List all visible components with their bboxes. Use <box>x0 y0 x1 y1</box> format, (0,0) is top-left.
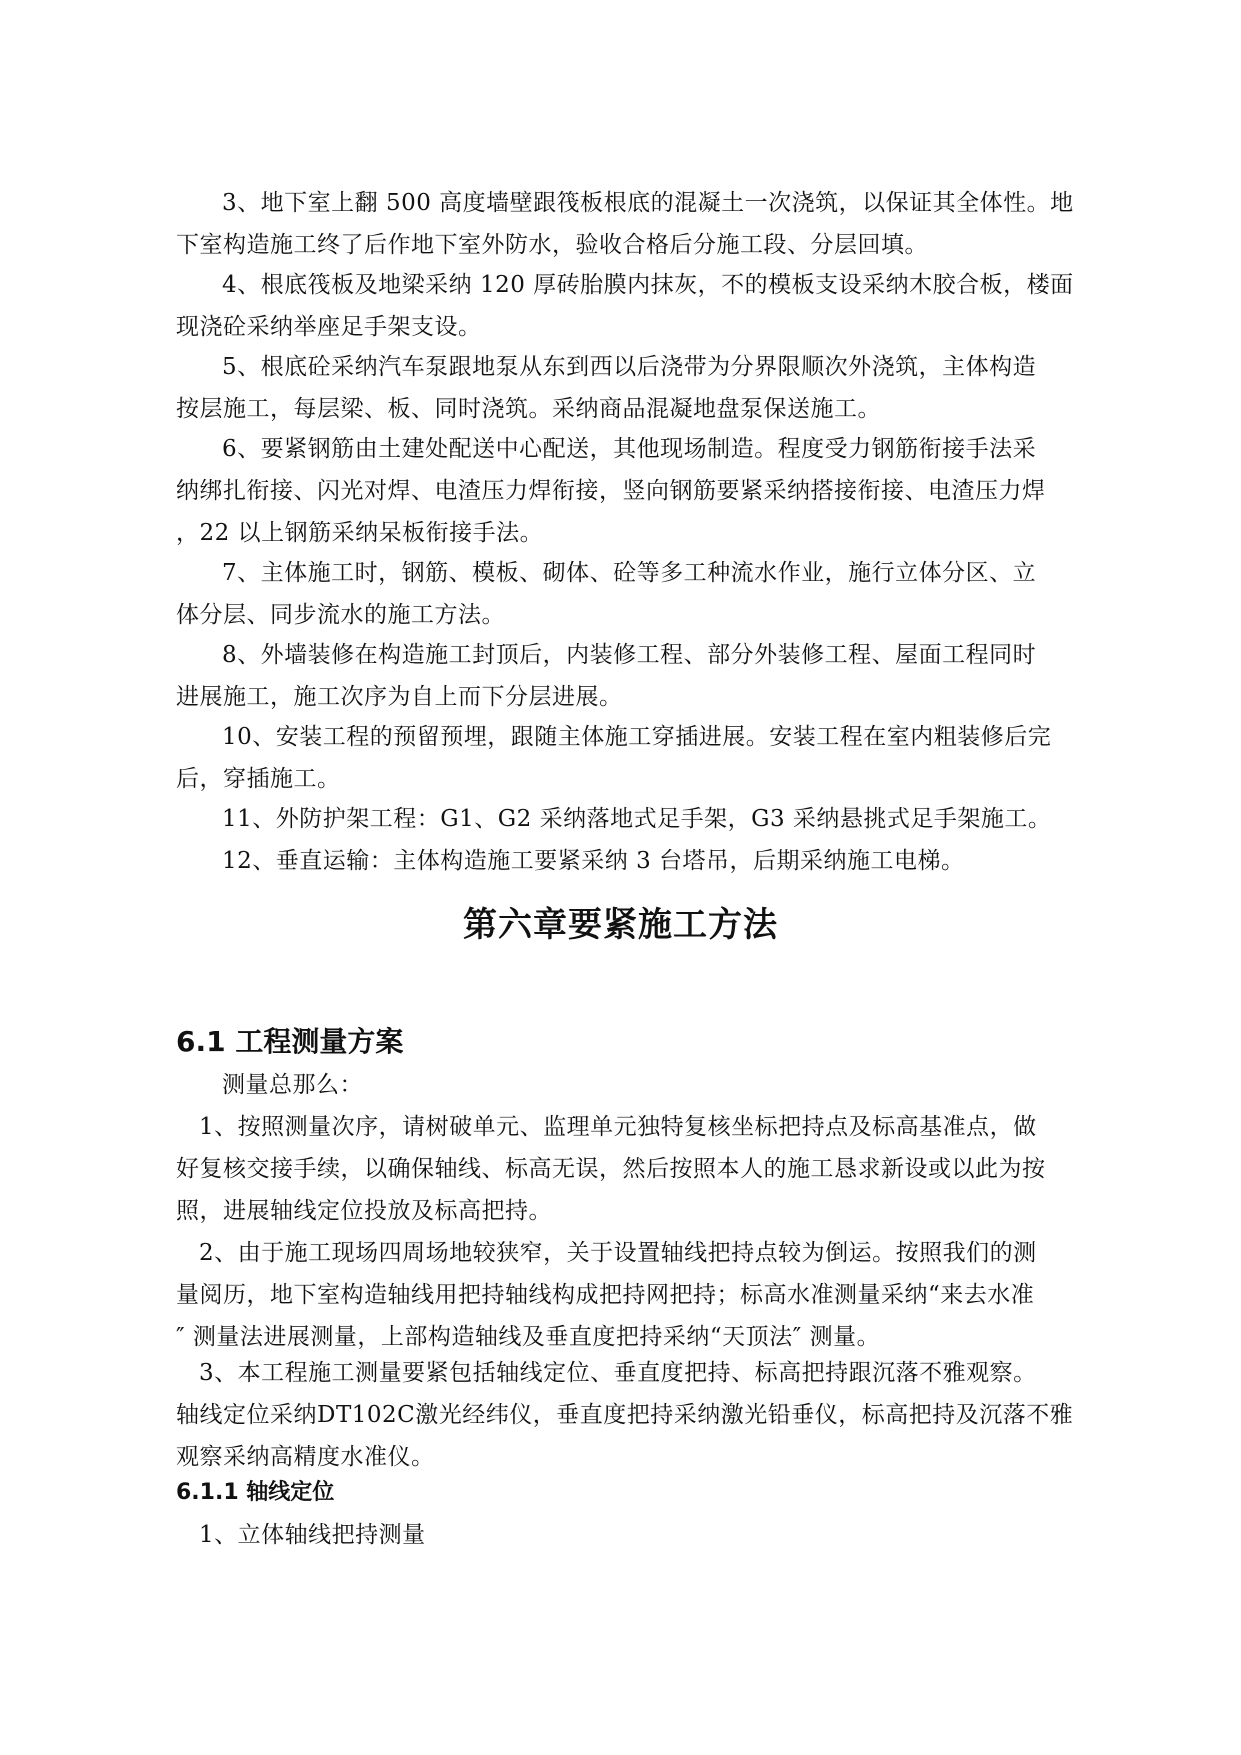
text-line: 4、根底筏板及地梁采纳 120 厚砖胎膜内抹灰，不的模板支设采纳木胶合板，楼面 <box>222 272 1074 298</box>
paragraph-measure-2 <box>176 1232 1091 1358</box>
paragraph-8 <box>176 634 1091 718</box>
paragraph-11 <box>176 798 1091 840</box>
text-line: ，22 以上钢筋采纳呆板衔接手法。 <box>176 520 544 546</box>
text-line: 12、垂直运输：主体构造施工要紧采纳 3 台塔吊，后期采纳施工电梯。 <box>222 848 965 874</box>
paragraph-3 <box>176 182 1091 266</box>
paragraph-measure-principle <box>176 1064 1091 1106</box>
text-line: 6、要紧钢筋由土建处配送中心配送，其他现场制造。程度受力钢筋衔接手法采 <box>222 436 1037 462</box>
text-line: 8、外墙装修在构造施工封顶后，内装修工程、部分外装修工程、屋面工程同时 <box>222 642 1037 668</box>
paragraph-5 <box>176 346 1091 430</box>
text-line: 5、根底砼采纳汽车泵跟地泵从东到西以后浇带为分界限顺次外浇筑，主体构造 <box>222 354 1037 380</box>
text-line: 按层施工，每层梁、板、同时浇筑。采纳商品混凝地盘泵保送施工。 <box>176 396 881 422</box>
text-line: 轴线定位采纳DT102C激光经纬仪，垂直度把持采纳激光铅垂仪，标高把持及沉落不雅 <box>176 1402 1074 1428</box>
subsection-title: 6.1.1 轴线定位 <box>176 1480 335 1505</box>
paragraph-6 <box>176 428 1091 554</box>
text-line: 1、立体轴线把持测量 <box>199 1522 426 1548</box>
text-line: 纳绑扎衔接、闪光对焊、电渣压力焊衔接，竖向钢筋要紧采纳搭接衔接、电渣压力焊 <box>176 478 1046 504</box>
text-line: 11、外防护架工程：G1、G2 采纳落地式足手架，G3 采纳悬挑式足手架施工。 <box>222 806 1052 832</box>
text-line: 进展施工，施工次序为自上而下分层进展。 <box>176 684 623 710</box>
text-line: 照，进展轴线定位投放及标高把持。 <box>176 1198 552 1224</box>
text-line: 后，穿插施工。 <box>176 766 341 792</box>
chapter-title: 第六章要紧施工方法 <box>463 905 778 945</box>
text-line: 3、地下室上翻 500 高度墙壁跟筏板根底的混凝土一次浇筑，以保证其全体性。地 <box>222 190 1074 216</box>
text-line: 10、安装工程的预留预埋，跟随主体施工穿插进展。安装工程在室内粗装修后完 <box>222 724 1052 750</box>
paragraph-axis-1 <box>176 1514 1091 1556</box>
text-line: 3、本工程施工测量要紧包括轴线定位、垂直度把持、标高把持跟沉落不雅观察。 <box>199 1360 1037 1386</box>
paragraph-measure-1 <box>176 1106 1091 1232</box>
text-line: 观察采纳高精度水准仪。 <box>176 1444 435 1470</box>
section-title: 6.1 工程测量方案 <box>176 1025 404 1058</box>
paragraph-10 <box>176 716 1091 800</box>
text-line: ″ 测量法进展测量，上部构造轴线及垂直度把持采纳“天顶法″ 测量。 <box>176 1324 881 1350</box>
text-line: 下室构造施工终了后作地下室外防水，验收合格后分施工段、分层回填。 <box>176 232 928 258</box>
paragraph-4 <box>176 264 1091 348</box>
text-line: 测量总那么： <box>222 1072 363 1098</box>
text-line: 量阅历，地下室构造轴线用把持轴线构成把持网把持；标高水准测量采纳“来去水准 <box>176 1282 1035 1308</box>
paragraph-measure-3 <box>176 1352 1091 1478</box>
paragraph-7 <box>176 552 1091 636</box>
text-line: 好复核交接手续，以确保轴线、标高无误，然后按照本人的施工恳求新设或以此为按 <box>176 1156 1046 1182</box>
text-line: 现浇砼采纳举座足手架支设。 <box>176 314 482 340</box>
paragraph-12 <box>176 840 1091 882</box>
text-line: 2、由于施工现场四周场地较狭窄，关于设置轴线把持点较为倒运。按照我们的测 <box>199 1240 1037 1266</box>
text-line: 体分层、同步流水的施工方法。 <box>176 602 505 628</box>
text-line: 7、主体施工时，钢筋、模板、砌体、砼等多工种流水作业，施行立体分区、立 <box>222 560 1037 586</box>
text-line: 1、按照测量次序，请树破单元、监理单元独特复核坐标把持点及标高基准点，做 <box>199 1114 1037 1140</box>
